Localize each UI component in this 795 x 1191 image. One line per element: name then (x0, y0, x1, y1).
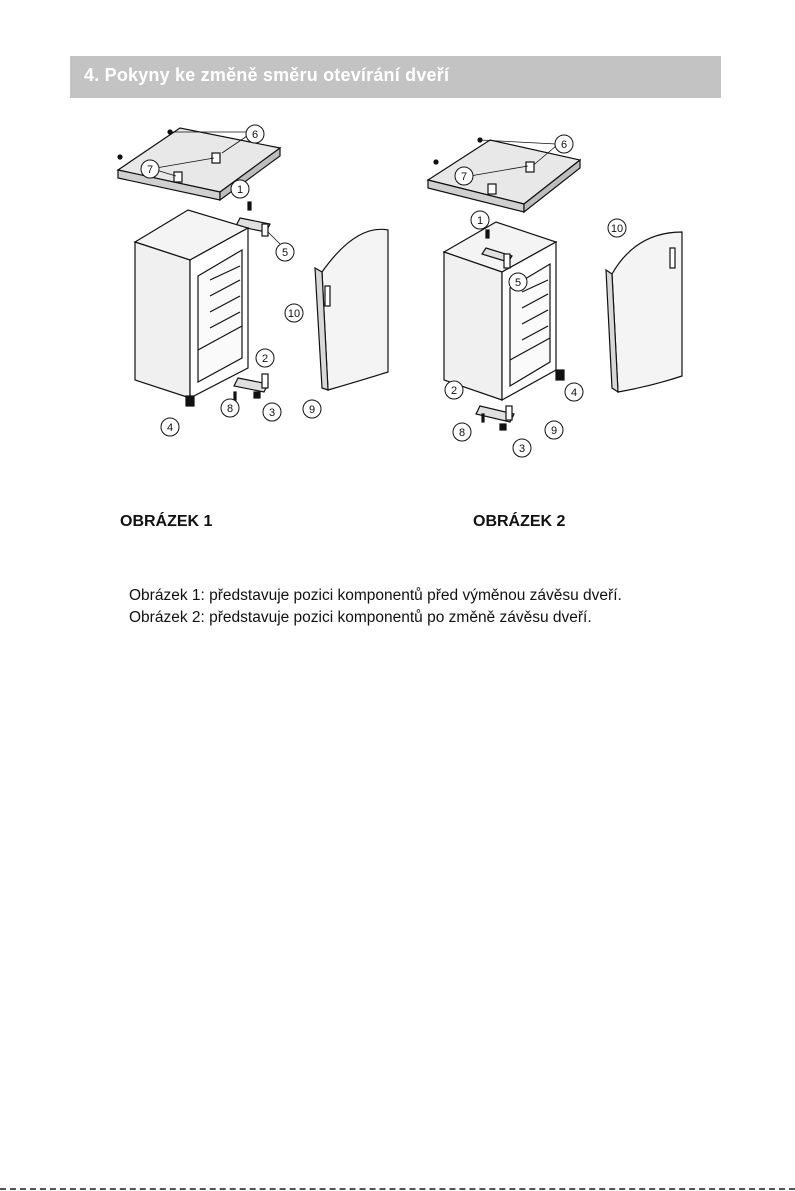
callout-6: 6 (560, 139, 568, 151)
figure-2-diagram (420, 130, 720, 470)
figure-2-label: OBRÁZEK 2 (473, 513, 566, 530)
callout-10: 10 (287, 308, 301, 320)
callout-7: 7 (460, 171, 468, 183)
figure-1-diagram (110, 120, 410, 460)
cabinet-body (444, 222, 556, 400)
callout-7: 7 (146, 164, 154, 176)
callout-8: 8 (226, 403, 234, 415)
callout-3: 3 (268, 407, 276, 419)
section-title: 4. Pokyny ke změně směru otevírání dveří (84, 65, 450, 85)
figure-1-label: OBRÁZEK 1 (120, 513, 213, 530)
page-bottom-rule (0, 1188, 795, 1190)
cabinet-body (135, 210, 248, 398)
callout-5: 5 (281, 247, 289, 259)
callout-4: 4 (570, 387, 578, 399)
callout-5: 5 (514, 277, 522, 289)
callout-6: 6 (251, 129, 259, 141)
callout-9: 9 (308, 404, 316, 416)
section-header (70, 56, 721, 98)
callout-1: 1 (236, 184, 244, 196)
callout-8: 8 (458, 427, 466, 439)
callout-4: 4 (166, 422, 174, 434)
callout-2: 2 (261, 353, 269, 365)
door (315, 229, 388, 390)
caption-figure-1: Obrázek 1: představuje pozici komponentů před výměnou závěsu dveří. (129, 587, 622, 604)
callout-3: 3 (518, 443, 526, 455)
top-cover (428, 140, 580, 212)
callout-1: 1 (476, 215, 484, 227)
caption-figure-2: Obrázek 2: představuje pozici komponentů po změně závěsu dveří. (129, 609, 592, 626)
callout-10: 10 (610, 223, 624, 235)
callout-2: 2 (450, 385, 458, 397)
door (606, 232, 682, 392)
callout-9: 9 (550, 425, 558, 437)
